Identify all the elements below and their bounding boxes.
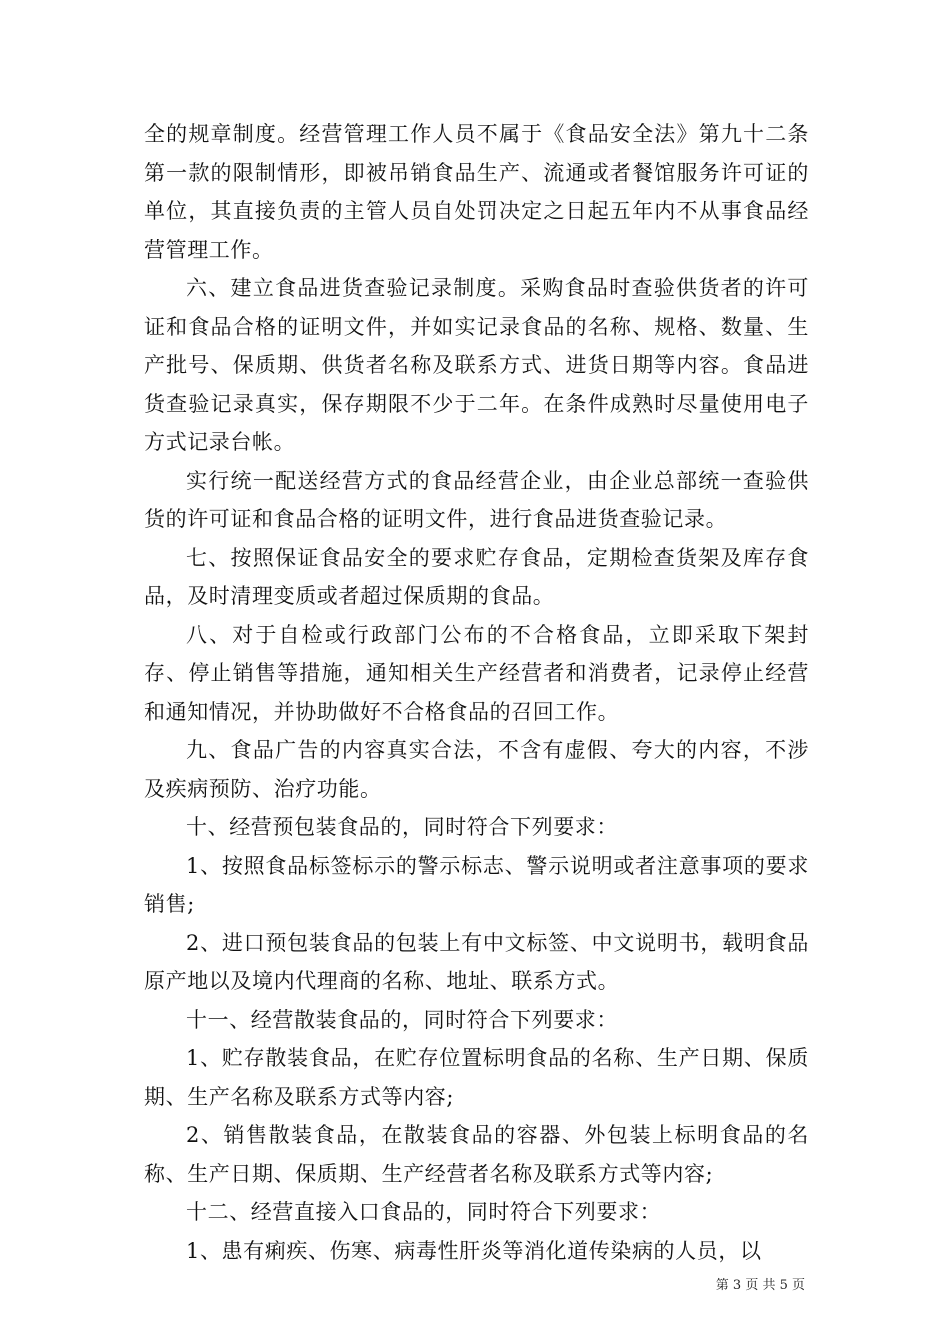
- paragraph-item-6: 六、建立食品进货查验记录制度。采购食品时查验供货者的许可证和食品合格的证明文件，并如实记录食品的名称、规格、数量、生产批号、保质期、供货者名称及联系方式、进货日期等内容。食品进货查验记录真实，保存期限不少于二年。在条件成熟时尽量使用电子方式记录台帐。: [144, 276, 809, 454]
- paragraph-item-11: 十一、经营散装食品的，同时符合下列要求：: [186, 1007, 618, 1032]
- paragraph-continued: 全的规章制度。经营管理工作人员不属于《食品安全法》第九十二条第一款的限制情形，即被吊销食品生产、流通或者餐馆服务许可证的单位，其直接负责的主管人员自处罚决定之日起五年内不从事食品经营管理工作。: [144, 122, 809, 262]
- paragraph-item-9: 九、食品广告的内容真实合法，不含有虚假、夸大的内容，不涉及疾病预防、治疗功能。: [144, 738, 809, 801]
- paragraph-item-11-sub-2: 2、销售散装食品，在散装食品的容器、外包装上标明食品的名称、生产日期、保质期、生产经营者名称及联系方式等内容;: [144, 1123, 809, 1186]
- paragraph-item-10-sub-2: 2、进口预包装食品的包装上有中文标签、中文说明书，载明食品原产地以及境内代理商的名称、地址、联系方式。: [144, 930, 809, 993]
- paragraph-item-8: 八、对于自检或行政部门公布的不合格食品，立即采取下架封存、停止销售等措施，通知相关生产经营者和消费者，记录停止经营和通知情况，并协助做好不合格食品的召回工作。: [144, 622, 809, 724]
- paragraph-item-11-sub-1: 1、贮存散装食品，在贮存位置标明食品的名称、生产日期、保质期、生产名称及联系方式等内容;: [144, 1046, 809, 1109]
- paragraph-item-7: 七、按照保证食品安全的要求贮存食品，定期检查货架及库存食品，及时清理变质或者超过保质期的食品。: [144, 545, 809, 608]
- paragraph-item-12: 十二、经营直接入口食品的，同时符合下列要求：: [186, 1200, 662, 1224]
- document-body: [144, 115, 809, 1270]
- page-number-footer: 第 3 页 共 5 页: [715, 1278, 805, 1293]
- paragraph-item-10-sub-1: 1、按照食品标签标示的警示标志、警示说明或者注意事项的要求销售;: [144, 853, 809, 916]
- paragraph-item-12-sub-1: 1、患有痢疾、伤寒、病毒性肝炎等消化道传染病的人员，以: [186, 1238, 762, 1263]
- paragraph-item-10: 十、经营预包装食品的，同时符合下列要求：: [186, 815, 618, 839]
- paragraph-unified-distribution: 实行统一配送经营方式的食品经营企业，由企业总部统一查验供货的许可证和食品合格的证明文件，进行食品进货查验记录。: [144, 468, 809, 531]
